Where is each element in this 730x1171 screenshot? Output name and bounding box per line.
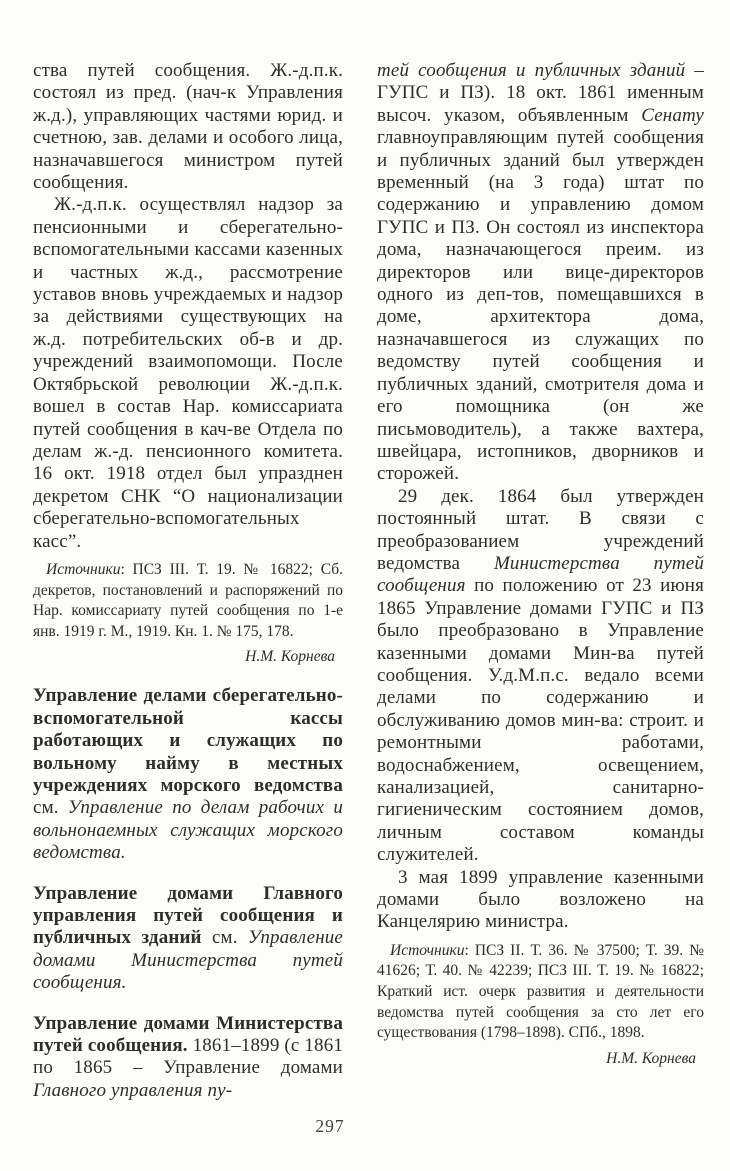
text-segment: Источники (390, 941, 465, 959)
text-segment: 1861–1899 (с 1861 по 1865 – Управление домами (33, 1035, 344, 1079)
text-segment: Н.М. Корнева (606, 1049, 696, 1067)
text-segment: : ПСЗ II. Т. 36. № 37500; Т. 39. № 41626; Т. 40. № 42239; ПСЗ III. Т. 19. № 16822; Краткий ист. очерк развития и деятельности ведомства путей сообщения за сто лет его существования (1798–1898). СПб., 1898. (377, 941, 704, 1042)
text-segment: – ГУПС и ПЗ). 18 окт. 1861 именным высоч. указом, объявленным (377, 60, 704, 126)
text-segment: 3 мая 1899 управление казенными домами было возложено на Канцелярию министра. (377, 866, 704, 933)
right-column (377, 60, 704, 1069)
text-segment: см. (211, 927, 248, 949)
body-paragraph (377, 486, 704, 867)
text-segment: : ПСЗ III. Т. 19. № 16822; Сб. декретов, постановлений и распоряжений по Нар. комиссариату путей сообщения по 1-е янв. 1919 г. М., 1919. Кн. 1. № 175, 178. (33, 560, 343, 640)
entry-upravlenie-domami-gups (33, 883, 343, 995)
text-segment: Главного управления пу- (33, 1079, 233, 1101)
text-segment: Сенату (641, 104, 704, 126)
sources-note (33, 560, 343, 642)
text-segment: Министерства путей сообщения (377, 552, 705, 597)
text-segment: Управление домами Министерства путей сообщения. (33, 927, 344, 994)
sources-note (377, 941, 704, 1044)
body-paragraph (33, 194, 343, 553)
text-segment: см. (33, 797, 68, 819)
author-signature (377, 1049, 704, 1069)
text-segment: Н.М. Корнева (245, 648, 335, 666)
text-segment: Ж.-д.п.к. осуществлял надзор за пенсионными и сберегательно-вспомогательными кассами казенных и частных ж.д., рассмотрение уставов вновь учреждаемых и надзор за действиями существующих на ж.д. потребительских об-в и др. учреждений взаимопомощи. После Октябрьской революции Ж.-д.п.к. вошел в состав Нар. комиссариата путей сообщения в кач-ве Отдела по делам ж.-д. пенсионного комитета. 16 окт. 1918 отдел был упразднен декретом СНК “О национализации сберегательно-вспомогательных касс”. (33, 194, 343, 552)
page-number: 297 (315, 1116, 345, 1136)
entry-upravlenie-domami-mps (33, 1013, 343, 1103)
text-segment: 29 дек. 1864 был утвержден постоянный штат. В связи с преобразованием учреждений ведомства (377, 485, 704, 574)
entry-upravlenie-delami-kassy (33, 685, 343, 864)
author-signature (33, 647, 343, 667)
continuation-paragraph (33, 60, 343, 194)
left-column (33, 60, 343, 1102)
text-segment: Управление домами Главного управления путей сообщения и публичных зданий (33, 882, 343, 949)
text-segment: по положению от 23 июня 1865 Управление домами ГУПС и ПЗ было преобразовано в Управление казенными домами Мин-ва путей сообщения. У.д.М.п.с. ведало всеми делами по содержанию и обслуживанию домов мин-ва: строит. и ремонтными работами, водоснабжением, освещением, канализацией, санитарно-гигиеническим состоянием домов, личным составом команды служителей. (377, 575, 704, 866)
continuation-paragraph (377, 60, 704, 486)
text-segment: Источники (46, 560, 121, 578)
text-segment: Управление домами Министерства путей сообщения. (33, 1012, 343, 1056)
text-segment: тей сообщения и публичных зданий (377, 60, 686, 81)
text-segment: Управление делами сберегательно-вспомогательной кассы работающих и служащих по вольному найму в местных учреждениях морского ведомства (33, 685, 343, 796)
text-segment: ства путей сообщения. Ж.-д.п.к. состоял из пред. (нач-к Управления ж.д.), управляющих частями юрид. и счетною, зав. делами и особого лица, назначавшегося министром путей сообщения. (33, 60, 343, 194)
body-paragraph (377, 867, 704, 934)
text-segment: Управление по делам рабочих и вольнонаемных служащих морского ведомства. (33, 797, 343, 864)
text-segment: главноуправляющим путей сообщения и публичных зданий был утвержден временный (на 3 года) штат по содержанию и управлению домом ГУПС и ПЗ. Он состоял из инспектора дома, назначающегося преим. из директоров или вице-директоров одного из деп-тов, помещавшихся в доме, архитектора дома, назначавшегося из служащих по ведомству путей сообщения и публичных зданий, смотрителя дома и его помощника (он же письмоводитель), а также вахтера, швейцара, истопников, дворников и сторожей. (377, 127, 704, 485)
